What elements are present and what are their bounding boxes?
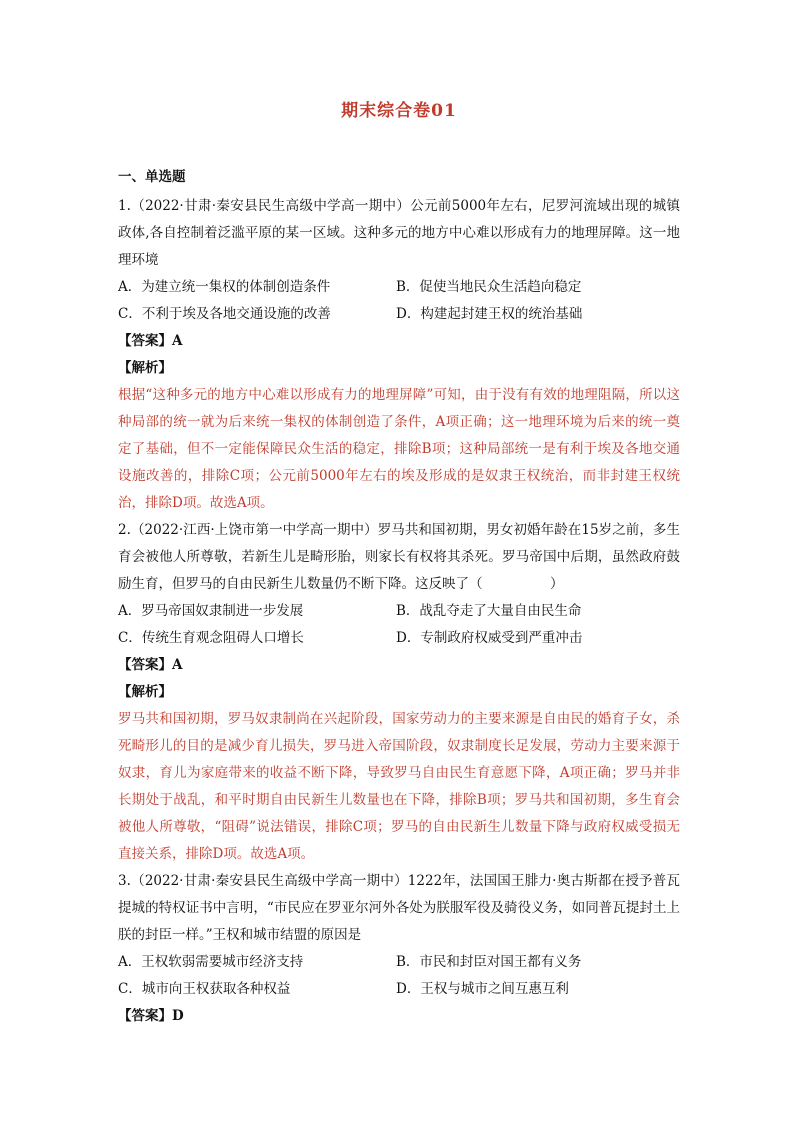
answer-label: 【答案】A: [118, 333, 183, 349]
page-title: 期末综合卷01: [341, 101, 457, 121]
option-a: A．为建立统一集权的体制创造条件: [118, 279, 331, 295]
option-b: B．战乱夺走了大量自由民生命: [396, 603, 582, 619]
option-c: C．城市向王权获取各种权益: [118, 981, 291, 997]
option-d: D．专制政府权威受到严重冲击: [396, 630, 583, 646]
option-c: C．不利于埃及各地交通设施的改善: [118, 306, 331, 322]
option-c: C．传统生育观念阻碍人口增长: [118, 630, 304, 646]
options-grid: [118, 949, 680, 1003]
answer-label: 【答案】A: [118, 657, 183, 673]
option-b: B．促使当地民众生活趋向稳定: [396, 279, 582, 295]
answer-label: 【答案】D: [118, 1008, 184, 1024]
question-stem: 2.（2022·江西·上饶市第一中学高一期中）罗马共和国初期，男女初婚年龄在15岁之前，多生育会被他人所尊敬，若新生儿是畸形胎，则家长有权将其杀死。罗马帝国中后期，虽然政府鼓励生育，但罗马的自由民新生儿数量仍不断下降。这反映了（ ）: [118, 522, 680, 592]
options-grid: [118, 598, 680, 652]
analysis-label: 【解析】: [118, 360, 172, 376]
question-1: [118, 193, 680, 517]
document-page: [118, 96, 680, 1030]
question-3: [118, 868, 680, 1030]
question-stem: 3.（2022·甘肃·秦安县民生高级中学高一期中）1222年，法国国王腓力·奥古斯都在授予普瓦提城的特权证书中言明，“市民应在罗亚尔河外各处为朕服军役及骑役义务，如同普瓦提封土上朕的封臣一样。”王权和城市结盟的原因是: [118, 873, 680, 943]
question-2: [118, 517, 680, 868]
analysis-label: 【解析】: [118, 684, 172, 700]
option-d: D．构建起封建王权的统治基础: [396, 306, 583, 322]
option-b: B．市民和封臣对国王都有义务: [396, 954, 582, 970]
option-a: A．罗马帝国奴隶制进一步发展: [118, 603, 304, 619]
question-stem: 1.（2022·甘肃·秦安县民生高级中学高一期中）公元前5000年左右，尼罗河流域出现的城镇政体,各自控制着泛滥平原的某一区域。这种多元的地方中心难以形成有力的地理屏障。这一地理环境: [118, 198, 680, 268]
options-grid: [118, 274, 680, 328]
option-a: A．王权软弱需要城市经济支持: [118, 954, 304, 970]
option-d: D．王权与城市之间互惠互利: [396, 981, 569, 997]
analysis-text: 根据“这种多元的地方中心难以形成有力的地理屏障”可知，由于没有有效的地理阻隔，所以这种局部的统一就为后来统一集权的体制创造了条件，A项正确；这一地理环境为后来的统一奠定了基础，但不一定能保障民众生活的稳定，排除B项；这种局部统一是有利于埃及各地交通设施改善的，排除C项；公元前5000年左右的埃及形成的是奴隶王权统治，而非封建王权统治，排除D项。故选A项。: [118, 387, 680, 511]
analysis-text: 罗马共和国初期，罗马奴隶制尚在兴起阶段，国家劳动力的主要来源是自由民的婚育子女，杀死畸形儿的目的是减少育儿损失，罗马进入帝国阶段，奴隶制度长足发展，劳动力主要来源于奴隶，育儿为家庭带来的收益不断下降，导致罗马自由民生育意愿下降，A项正确；罗马并非长期处于战乱，和平时期自由民新生儿数量也在下降，排除B项；罗马共和国初期，多生育会被他人所尊敬，“阻碍”说法错误，排除C项；罗马的自由民新生儿数量下降与政府权威受损无直接关系，排除D项。故选A项。: [118, 711, 680, 862]
section-heading: 一、单选题: [118, 169, 186, 185]
